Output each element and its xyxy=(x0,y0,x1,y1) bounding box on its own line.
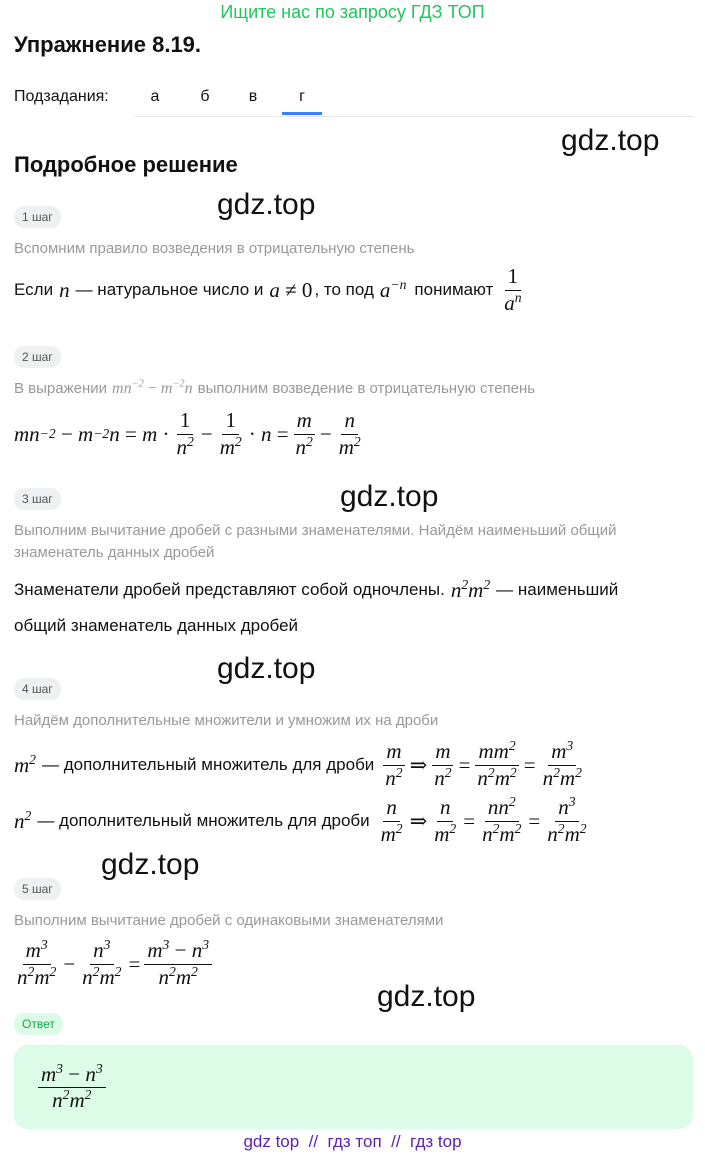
step-description: Вспомним правило возведения в отрицательную степень xyxy=(14,240,415,257)
subtask-tab-g[interactable]: г xyxy=(282,88,322,115)
step-3-line-1 xyxy=(14,574,618,606)
step-1-line xyxy=(14,264,529,316)
step-description: Найдём дополнительные множители и умножим их на дроби xyxy=(14,712,439,729)
subtask-tab-b[interactable]: б xyxy=(200,88,210,105)
watermark: gdz.top xyxy=(377,980,476,1013)
step-description: Выполним вычитание дробей с разными знаменателями. Найдём наименьший общий знаменатель данных дробей xyxy=(14,522,617,561)
step-badge: 2 шаг xyxy=(14,346,61,368)
step-text: — наименьший xyxy=(496,580,619,599)
watermark: gdz.top xyxy=(561,124,660,157)
math-frac-1-over-a-n: $\frac{1}{a^n}$ xyxy=(504,264,522,315)
math-a-pow-minus-n: $a^{-n}$ xyxy=(379,276,407,302)
footer-links: gdz top // гдз топ // гдз top xyxy=(243,1132,462,1151)
step-desc-text: В выражении xyxy=(14,380,108,397)
step-text: общий знаменатель данных дробей xyxy=(14,616,299,635)
step-badge: 5 шаг xyxy=(14,878,61,900)
step-4-line-1 xyxy=(14,738,589,792)
math-n2: $n^2$ xyxy=(14,807,32,833)
step-description: Выполним вычитание дробей с одинаковыми знаменателями xyxy=(14,912,444,929)
subtask-tab-a[interactable]: а xyxy=(150,88,160,105)
watermark: gdz.top xyxy=(217,652,316,685)
math-m2: $m^2$ xyxy=(14,751,36,777)
step-badge: 1 шаг xyxy=(14,206,61,228)
math-a-neq-0: a ≠ 0 xyxy=(269,277,313,302)
subtasks-label: Подзадания: xyxy=(14,88,109,105)
math-n: n xyxy=(59,277,70,302)
step-text: — натуральное число и xyxy=(75,280,264,299)
answer-badge: Ответ xyxy=(14,1013,63,1035)
answer-formula: $\frac{m^3 - n^3}{n^2m^2}$ xyxy=(34,1063,110,1112)
subtasks-tabs xyxy=(135,76,693,117)
watermark: gdz.top xyxy=(217,188,316,221)
step-text: — дополнительный множитель для дроби xyxy=(42,755,375,774)
step-4-line-2 xyxy=(14,794,594,848)
step-text: , то под xyxy=(314,280,374,299)
step-text: понимают xyxy=(414,280,494,299)
math-expression: $mn^{-2} - m^{-2}n$ xyxy=(112,378,193,397)
step-desc-text: выполним возведение в отрицательную степень xyxy=(197,380,536,397)
page-title: Упражнение 8.19. xyxy=(14,32,202,57)
step-5-equation: $\frac{m^3}{n^2m^2}$ − $\frac{n^3}{n^2m^2}$ = $\frac{m^3 - n^3}{n^2m^2}$ xyxy=(10,936,216,992)
step-badge: 4 шаг xyxy=(14,678,61,700)
step-badge: 3 шаг xyxy=(14,488,61,510)
step-text: Если xyxy=(14,280,54,299)
watermark: gdz.top xyxy=(101,848,200,881)
step-description xyxy=(14,378,535,400)
step-text: — дополнительный множитель для дроби xyxy=(37,811,370,830)
math-n2m2: $n^2m^2$ xyxy=(450,576,491,602)
watermark: gdz.top xyxy=(340,480,439,513)
math-multiplier-equation-2: $\frac{n}{m^2}$ ⇒ $\frac{n}{m^2}$ = $\frac{nn^2}{n^2m^2}$ = $\frac{n^3}{n^2m^2}$ xyxy=(380,794,587,846)
top-banner: Ищите нас по запросу ГДЗ ТОП xyxy=(220,2,485,22)
section-title: Подробное решение xyxy=(14,152,238,177)
step-2-equation: mn −2 − m −2 n = m · $\frac{1}{n^2}$ − $\frac{1}{m^2}$ · n = $\frac{m}{n^2}$ − $\frac{n}{m^2}$ xyxy=(14,408,361,459)
subtask-tab-v[interactable]: в xyxy=(248,88,258,105)
step-text: Знаменатели дробей представляют собой одночлены. xyxy=(14,580,445,599)
math-multiplier-equation-1: $\frac{m}{n^2}$ ⇒ $\frac{m}{n^2}$ = $\frac{mm^2}{n^2m^2}$ = $\frac{m^3}{n^2m^2}$ xyxy=(385,738,582,790)
answer-box xyxy=(14,1045,693,1129)
